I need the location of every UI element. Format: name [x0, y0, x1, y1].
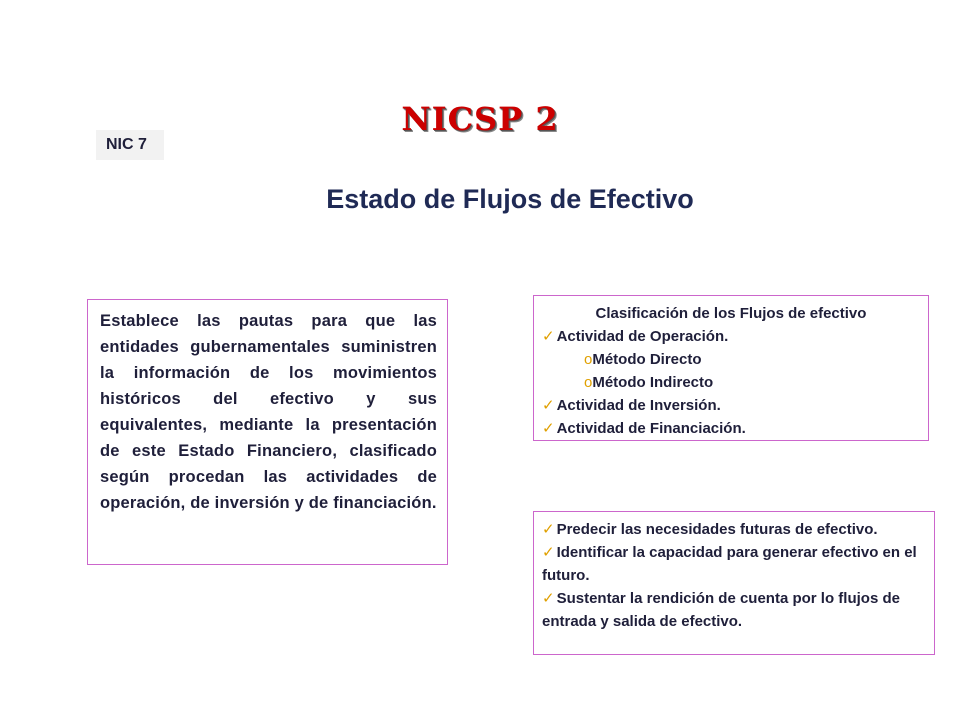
nic-badge: NIC 7 [96, 130, 164, 160]
list-item: ✓ Identificar la capacidad para generar efectivo en el futuro. [542, 544, 917, 584]
description-box [87, 299, 448, 565]
list-item: ✓ Predecir las necesidades futuras de efectivo. [542, 521, 878, 538]
check-icon: ✓ [542, 328, 555, 345]
description-text: Establece las pautas para que las entidades gubernamentales suministren la información de los movimientos históricos del efectivo y sus equivalentes, mediante la presentación de este Estado Financiero, clasificado según procedan las actividades de operación, de inversión y de financiación. [100, 312, 437, 512]
classification-heading: Clasificación de los Flujos de efectivo [595, 305, 867, 322]
check-icon: ✓ [542, 544, 555, 561]
page-title: NICSP 2 [401, 100, 559, 138]
list-item: ✓ Actividad de Inversión. [542, 397, 721, 414]
purposes-box [533, 511, 935, 655]
list-item: oMétodo Directo [584, 351, 702, 368]
circle-bullet-icon: o [584, 351, 593, 368]
list-item: ✓ Sustentar la rendición de cuenta por lo flujos de entrada y salida de efectivo. [542, 590, 900, 630]
circle-bullet-icon: o [584, 374, 593, 391]
list-item: ✓ Actividad de Operación. [542, 328, 729, 345]
check-icon: ✓ [542, 397, 555, 414]
list-item: oMétodo Indirecto [584, 374, 714, 391]
subtitle: Estado de Flujos de Efectivo [326, 184, 694, 214]
list-item: ✓ Actividad de Financiación. [542, 420, 746, 437]
check-icon: ✓ [542, 590, 555, 607]
check-icon: ✓ [542, 521, 555, 538]
classification-box [533, 295, 929, 441]
check-icon: ✓ [542, 420, 555, 437]
